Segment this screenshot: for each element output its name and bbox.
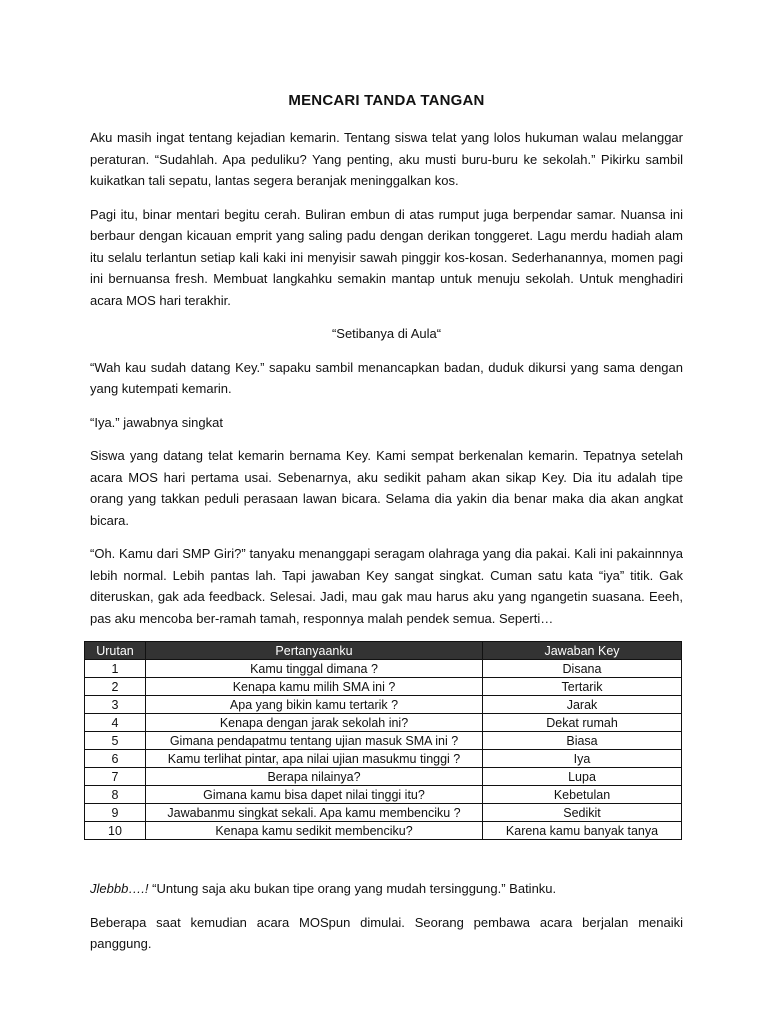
row-number: 9	[85, 804, 146, 822]
row-question: Kenapa dengan jarak sekolah ini?	[146, 714, 483, 732]
row-answer: Biasa	[483, 732, 682, 750]
row-question: Kamu terlihat pintar, apa nilai ujian masukmu tinggi ?	[146, 750, 483, 768]
table-row	[85, 732, 682, 750]
paragraph: Pagi itu, binar mentari begitu cerah. Buliran embun di atas rumput juga berpendar samar. Nuansa ini berbaur dengan kicauan emprit yang saling padu dengan derikan tonggeret. Lagu merdu hadiah alam itu selalu terlantun setiap kali kaki ini menyisir sawah pinggir kos-kosan. Sederhanannya, momen pagi ini bernuansa fresh. Membuat langkahku semakin mantap untuk menuju sekolah. Untuk menghadiri acara MOS hari terakhir.	[90, 206, 683, 308]
header-jawaban: Jawaban Key	[483, 642, 682, 660]
table-row	[85, 714, 682, 732]
row-number: 3	[85, 696, 146, 714]
scene-heading: “Setibanya di Aula“	[331, 326, 442, 341]
row-answer: Sedikit	[483, 804, 682, 822]
row-number: 1	[85, 660, 146, 678]
row-number: 8	[85, 786, 146, 804]
row-answer: Karena kamu banyak tanya	[483, 822, 682, 840]
row-number: 5	[85, 732, 146, 750]
header-urutan: Urutan	[85, 642, 146, 660]
table-row	[85, 822, 682, 840]
row-number: 6	[85, 750, 146, 768]
row-answer: Tertarik	[483, 678, 682, 696]
table-row	[85, 768, 682, 786]
page-title: MENCARI TANDA TANGAN	[288, 92, 485, 109]
row-question: Kamu tinggal dimana ?	[146, 660, 483, 678]
table-row	[85, 786, 682, 804]
row-question: Kenapa kamu milih SMA ini ?	[146, 678, 483, 696]
paragraph: Siswa yang datang telat kemarin bernama Key. Kami sempat berkenalan kemarin. Tepatnya setelah acara MOS hari pertama usai. Sebenarnya, aku sedikit paham akan sikap Key. Dia itu adalah tipe orang yang takkan peduli perasaan lawan bicara. Selama dia yakin dia benar maka dia akan angkat bicara.	[90, 448, 683, 528]
row-number: 10	[85, 822, 146, 840]
row-answer: Lupa	[483, 768, 682, 786]
paragraph: “Oh. Kamu dari SMP Giri?” tanyaku menanggapi seragam olahraga yang dia pakai. Kali ini pakainnnya lebih normal. Lebih pantas lah. Tapi jawaban Key sangat singkat. Cuman satu kata “iya” titik. Gak diteruskan, gak ada feedback. Selesai. Jadi, mau gak mau harus aku yang ngangetin suasana. Eeeh, pas aku mencoba ber-ramah tamah, responnya malah pendek semua. Seperti…	[90, 546, 683, 626]
closing-text: “Untung saja aku bukan tipe orang yang mudah tersinggung.” Batinku.	[148, 881, 557, 896]
paragraph: “Wah kau sudah datang Key.” sapaku sambil menancapkan badan, duduk dikursi yang sama dengan yang kutempati kemarin.	[90, 359, 683, 396]
row-answer: Jarak	[483, 696, 682, 714]
row-number: 4	[85, 714, 146, 732]
row-answer: Disana	[483, 660, 682, 678]
row-number: 7	[85, 768, 146, 786]
header-pertanyaan: Pertanyaanku	[146, 642, 483, 660]
paragraph: “Iya.” jawabnya singkat	[90, 414, 223, 430]
final-paragraph: Beberapa saat kemudian acara MOSpun dimulai. Seorang pembawa acara berjalan menaiki panggung.	[90, 914, 683, 951]
row-question: Jawabanmu singkat sekali. Apa kamu membenciku ?	[146, 804, 483, 822]
row-question: Gimana kamu bisa dapet nilai tinggi itu?	[146, 786, 483, 804]
row-answer: Iya	[483, 750, 682, 768]
row-number: 2	[85, 678, 146, 696]
question-table	[84, 641, 682, 840]
row-question: Gimana pendapatmu tentang ujian masuk SMA ini ?	[146, 732, 483, 750]
table-row	[85, 804, 682, 822]
row-question: Kenapa kamu sedikit membenciku?	[146, 822, 483, 840]
row-question: Apa yang bikin kamu tertarik ?	[146, 696, 483, 714]
row-question: Berapa nilainya?	[146, 768, 483, 786]
table-header-row	[85, 642, 682, 660]
exclamation: Jlebbb….!	[90, 881, 149, 896]
table-row	[85, 696, 682, 714]
table-row	[85, 660, 682, 678]
table-row	[85, 750, 682, 768]
closing-paragraph	[90, 878, 683, 900]
table-row	[85, 678, 682, 696]
row-answer: Dekat rumah	[483, 714, 682, 732]
row-answer: Kebetulan	[483, 786, 682, 804]
paragraph: Aku masih ingat tentang kejadian kemarin. Tentang siswa telat yang lolos hukuman walau melanggar peraturan. “Sudahlah. Apa peduliku? Yang penting, aku musti buru-buru ke sekolah.” Pikirku sambil kuikatkan tali sepatu, lantas segera beranjak meninggalkan kos.	[90, 130, 683, 188]
